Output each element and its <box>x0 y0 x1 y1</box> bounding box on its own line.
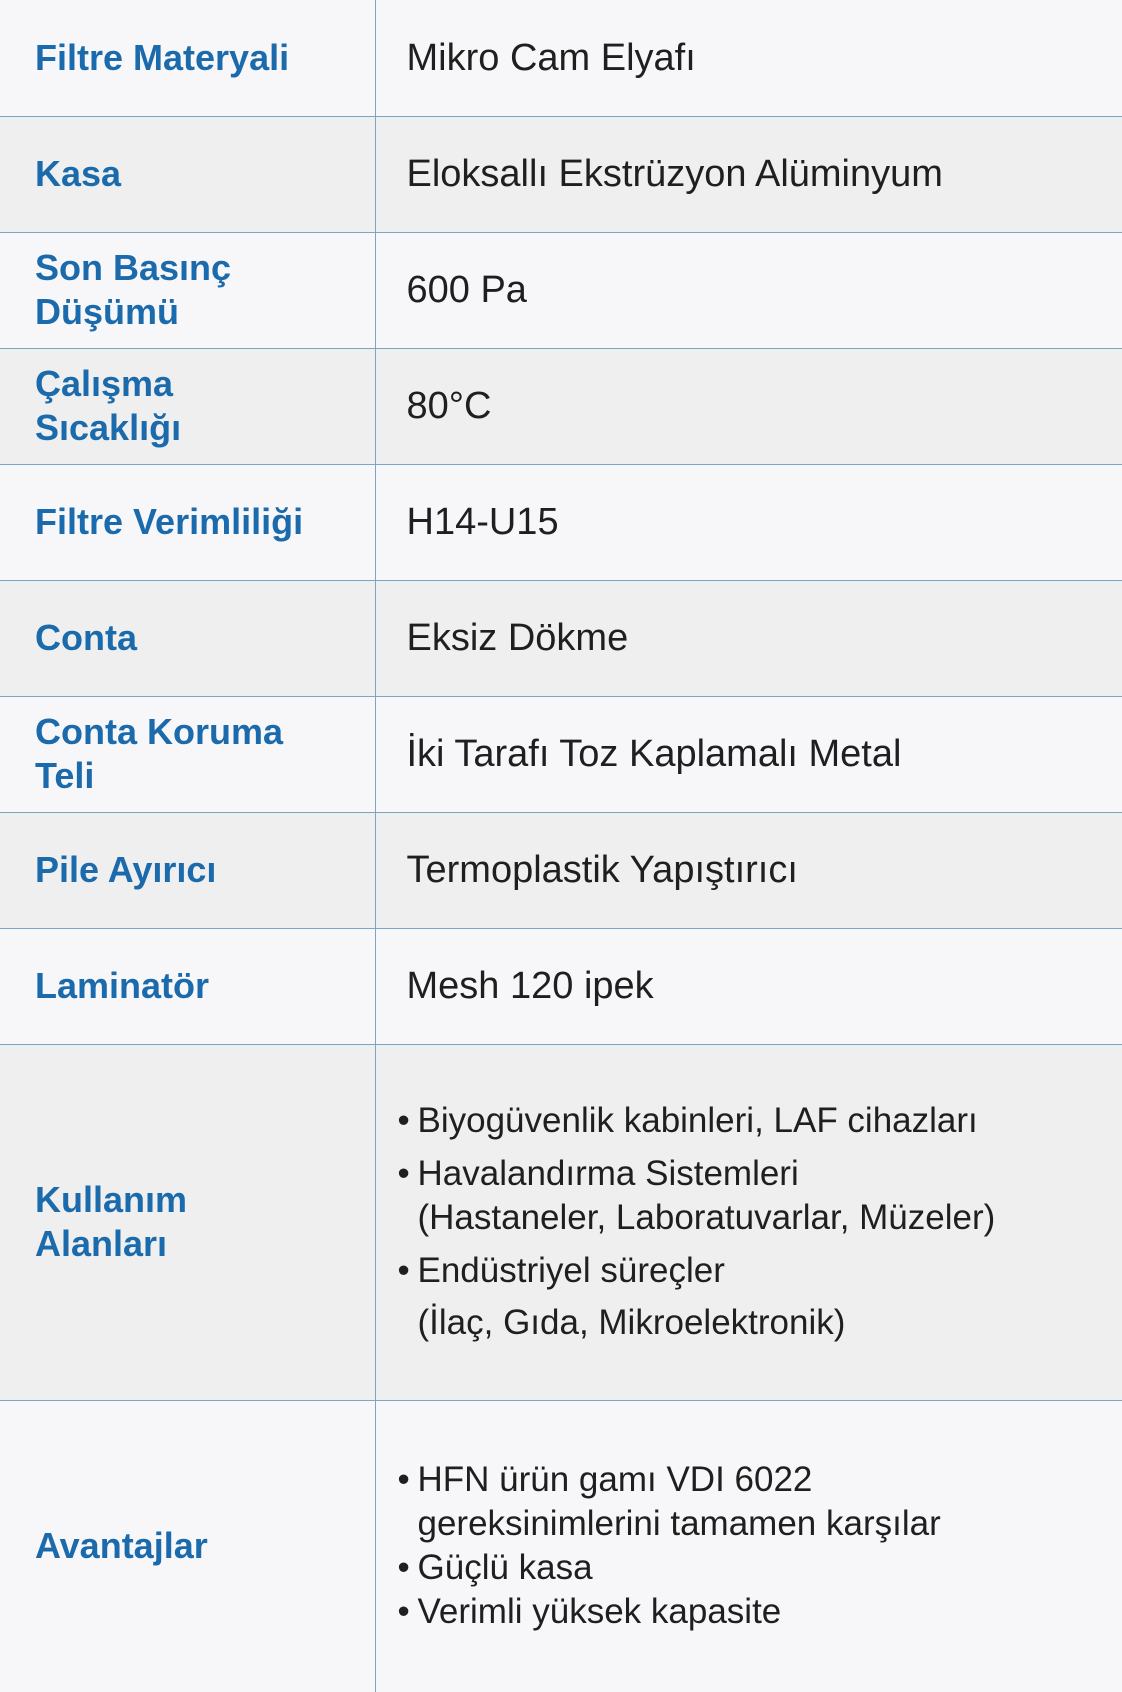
table-row <box>0 580 1122 696</box>
table-row <box>0 696 1122 812</box>
row-label <box>0 232 375 348</box>
table-row <box>0 812 1122 928</box>
row-label-line: Teli <box>35 755 95 796</box>
list-item-text: Biyogüvenlik kabinleri, LAF cihazları <box>417 1101 978 1140</box>
table-row <box>0 0 1122 116</box>
row-label <box>0 696 375 812</box>
row-label-line: Sıcaklığı <box>35 407 182 448</box>
list-item-text: Endüstriyel süreçler <box>417 1251 725 1290</box>
advantages-label: Avantajlar <box>0 1400 375 1692</box>
row-label: Kasa <box>0 116 375 232</box>
row-label-line: Alanları <box>35 1223 168 1264</box>
row-value: Mesh 120 ipek <box>375 928 1122 1044</box>
advantages-value <box>375 1400 1122 1692</box>
list-item-text: Havalandırma Sistemleri <box>417 1154 799 1193</box>
table-row <box>0 464 1122 580</box>
row-value: Mikro Cam Elyafı <box>375 0 1122 116</box>
row-value: 600 Pa <box>375 232 1122 348</box>
usage-list <box>398 1099 1115 1345</box>
list-item-text-continued: gereksinimlerini tamamen karşılar <box>417 1504 941 1544</box>
table-row-advantages <box>0 1400 1122 1692</box>
row-label-line: Düşümü <box>35 291 179 332</box>
row-label <box>0 348 375 464</box>
row-label: Filtre Materyali <box>0 0 375 116</box>
list-item-text-continued: (Hastaneler, Laboratuvarlar, Müzeler) <box>417 1198 996 1237</box>
row-label: Pile Ayırıcı <box>0 812 375 928</box>
row-label-line: Çalışma <box>35 363 174 404</box>
usage-label <box>0 1044 375 1400</box>
table-row <box>0 116 1122 232</box>
row-label: Filtre Verimliliği <box>0 464 375 580</box>
list-item <box>398 1546 1115 1590</box>
list-item-text-continued: (İlaç, Gıda, Mikroelektronik) <box>417 1303 846 1342</box>
row-value: İki Tarafı Toz Kaplamalı Metal <box>375 696 1122 812</box>
row-label-line: Son Basınç <box>35 247 232 288</box>
list-item <box>398 1590 1115 1634</box>
row-label: Laminatör <box>0 928 375 1044</box>
row-value: Eksiz Dökme <box>375 580 1122 696</box>
list-item <box>398 1099 1115 1143</box>
usage-value <box>375 1044 1122 1400</box>
table-row-usage <box>0 1044 1122 1400</box>
advantages-list <box>398 1458 1115 1634</box>
row-value: 80°C <box>375 348 1122 464</box>
row-value: Eloksallı Ekstrüzyon Alüminyum <box>375 116 1122 232</box>
table-row <box>0 232 1122 348</box>
list-item <box>398 1152 1115 1240</box>
row-label: Conta <box>0 580 375 696</box>
list-item-text: HFN ürün gamı VDI 6022 <box>417 1460 813 1500</box>
list-item-text: Verimli yüksek kapasite <box>417 1592 782 1632</box>
list-item <box>398 1458 1115 1546</box>
row-label-line: Kullanım <box>35 1179 188 1220</box>
row-value: H14-U15 <box>375 464 1122 580</box>
row-value: Termoplastik Yapıştırıcı <box>375 812 1122 928</box>
list-item-text: Güçlü kasa <box>417 1548 593 1588</box>
row-label-line: Conta Koruma <box>35 711 284 752</box>
table-row <box>0 928 1122 1044</box>
list-item <box>398 1249 1115 1345</box>
table-row <box>0 348 1122 464</box>
